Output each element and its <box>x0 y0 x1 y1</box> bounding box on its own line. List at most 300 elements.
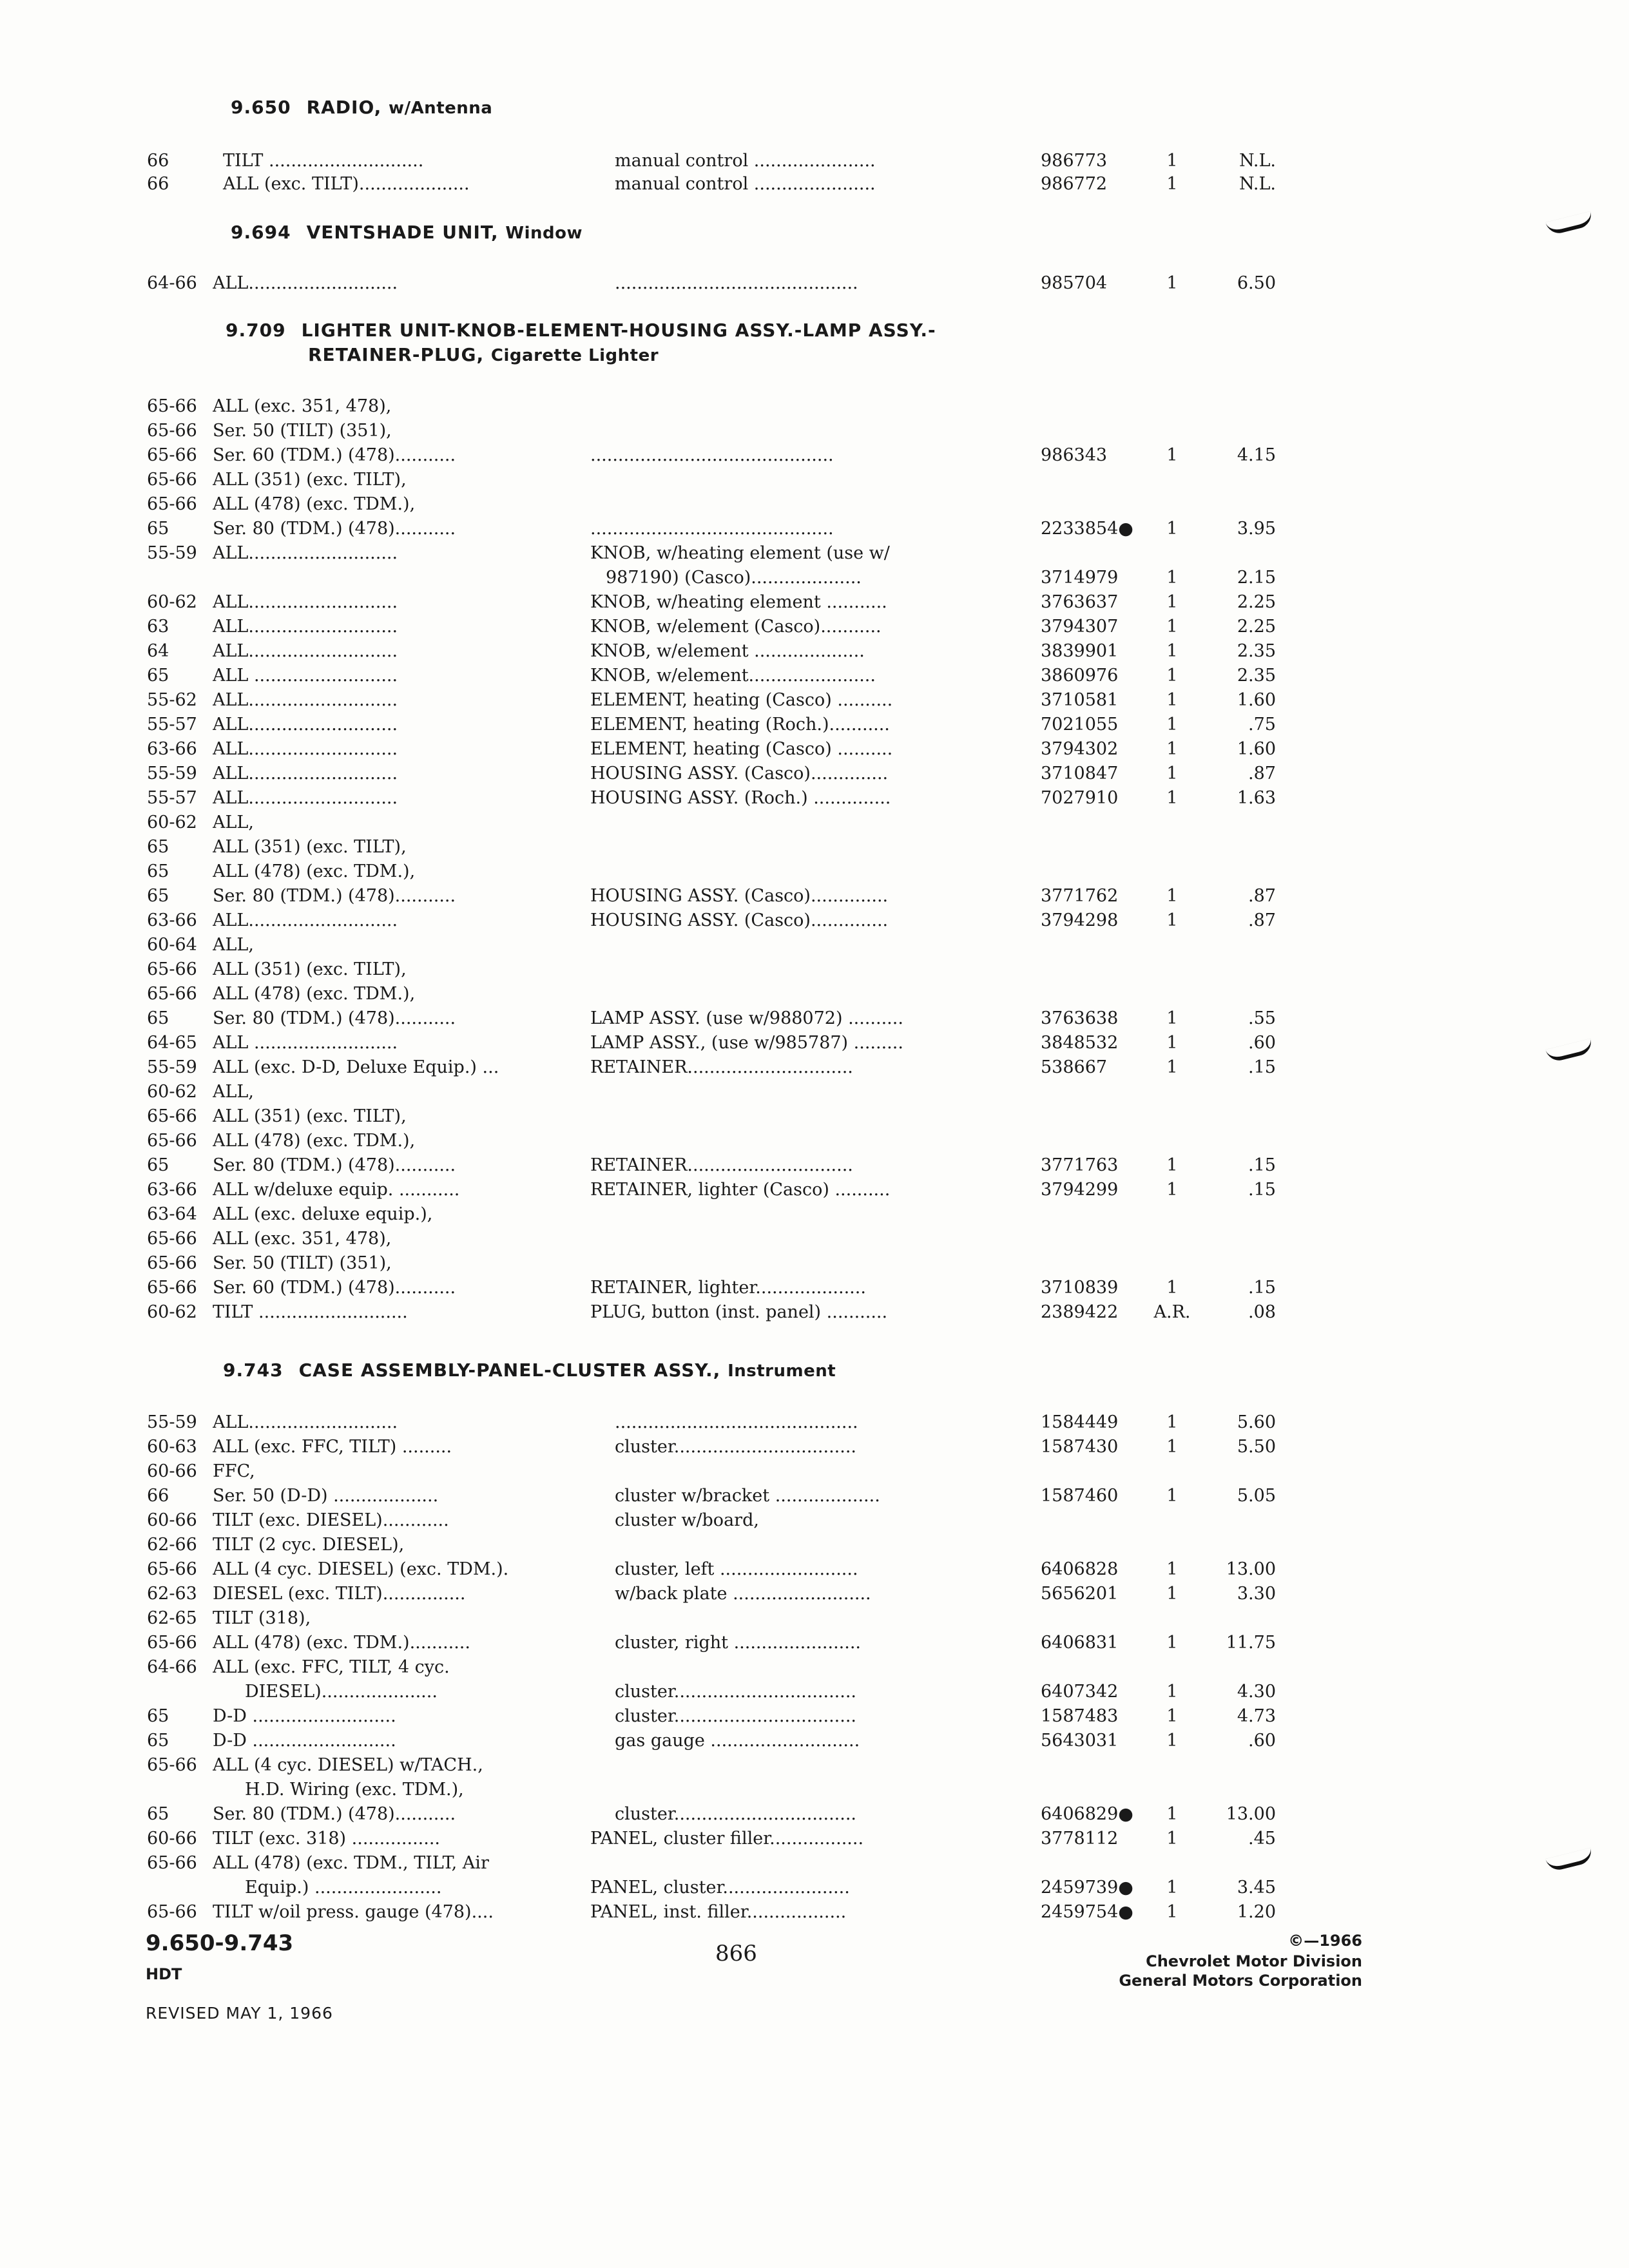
year-cell: 65-66 <box>147 396 197 416</box>
year-cell: 65 <box>147 1008 169 1028</box>
section-subtitle: Instrument <box>728 1361 836 1381</box>
section-title: LIGHTER UNIT-KNOB-ELEMENT-HOUSING ASSY.-LAMP ASSY.- <box>301 320 936 341</box>
table-row <box>0 1204 1629 1229</box>
quantity-cell: 1 <box>1166 910 1178 930</box>
application-cell: Ser. 80 (TDM.) (478)........... <box>213 1155 456 1175</box>
section-title: CASE ASSEMBLY-PANEL-CLUSTER ASSY., <box>298 1360 721 1381</box>
description-cell: cluster................................. <box>615 1706 856 1726</box>
year-cell: 65-66 <box>147 470 197 490</box>
table-row <box>0 273 1629 298</box>
description-cell: gas gauge ........................... <box>615 1731 860 1751</box>
application-cell: ALL........................... <box>213 1412 398 1432</box>
section-title: RADIO, <box>306 97 382 118</box>
table-row <box>0 1253 1629 1278</box>
table-row <box>0 1131 1629 1155</box>
description-cell: LAMP ASSY. (use w/988072) .......... <box>590 1008 903 1028</box>
year-cell: 65-66 <box>147 445 197 465</box>
application-cell: ALL (exc. deluxe equip.), <box>213 1204 433 1224</box>
description-cell: ............................................ <box>590 445 834 465</box>
application-cell: ALL........................... <box>213 273 398 293</box>
part-number-cell: 5656201 <box>1041 1584 1119 1604</box>
application-cell: ALL (351) (exc. TILT), <box>213 837 407 857</box>
year-cell: 65-66 <box>147 1106 197 1126</box>
application-cell: DIESEL (exc. TILT)............... <box>213 1584 466 1604</box>
quantity-cell: 1 <box>1166 690 1178 710</box>
quantity-cell: 1 <box>1166 592 1178 612</box>
table-row <box>0 543 1629 568</box>
year-cell: 64 <box>147 641 169 661</box>
year-cell: 55-59 <box>147 764 197 783</box>
year-cell: 63-64 <box>147 1204 197 1224</box>
part-number-cell: 1587460 <box>1041 1486 1119 1506</box>
table-row <box>0 1229 1629 1253</box>
application-cell: ALL (478) (exc. TDM.), <box>213 494 416 514</box>
table-row <box>0 396 1629 421</box>
table-row <box>0 1412 1629 1437</box>
application-cell: ALL (478) (exc. TDM., TILT, Air <box>213 1853 489 1873</box>
price-cell: .60 <box>1248 1731 1276 1751</box>
application-cell: Ser. 50 (TILT) (351), <box>213 421 392 441</box>
part-number-cell: 3771763 <box>1041 1155 1119 1175</box>
table-row <box>0 1902 1629 1927</box>
quantity-cell: 1 <box>1166 1706 1178 1726</box>
section-header-9-650 <box>231 97 492 118</box>
quantity-cell: 1 <box>1166 445 1178 465</box>
price-cell: .87 <box>1248 886 1276 906</box>
application-cell: DIESEL)..................... <box>245 1682 438 1702</box>
price-cell: .15 <box>1248 1180 1276 1200</box>
price-cell: 3.95 <box>1237 519 1276 539</box>
quantity-cell: 1 <box>1166 886 1178 906</box>
year-cell: 64-65 <box>147 1033 197 1053</box>
table-row <box>0 935 1629 959</box>
table-row <box>0 1878 1629 1902</box>
year-cell: 65-66 <box>147 1559 197 1579</box>
price-cell: .45 <box>1248 1829 1276 1849</box>
edge-mark <box>1545 211 1594 236</box>
application-cell: ALL........................... <box>213 715 398 735</box>
table-row <box>0 1180 1629 1204</box>
quantity-cell: 1 <box>1166 641 1178 661</box>
part-number-cell: 3771762 <box>1041 886 1119 906</box>
quantity-cell: 1 <box>1166 1437 1178 1457</box>
year-cell: 65-66 <box>147 1755 197 1775</box>
year-cell: 63-66 <box>147 910 197 930</box>
application-cell: Ser. 80 (TDM.) (478)........... <box>213 886 456 906</box>
price-cell: N.L. <box>1239 174 1276 194</box>
table-row <box>0 690 1629 715</box>
description-cell: cluster................................. <box>615 1682 856 1702</box>
price-cell: 6.50 <box>1237 273 1276 293</box>
table-row <box>0 715 1629 739</box>
section-header-9-743 <box>223 1360 836 1381</box>
quantity-cell: 1 <box>1166 1731 1178 1751</box>
table-row <box>0 788 1629 812</box>
application-cell: ALL (478) (exc. TDM.), <box>213 984 416 1004</box>
application-cell: ALL........................... <box>213 543 398 563</box>
part-number-cell: 2389422 <box>1041 1302 1119 1322</box>
part-number-cell: 7027910 <box>1041 788 1119 808</box>
price-cell: 5.60 <box>1237 1412 1276 1432</box>
table-row <box>0 592 1629 617</box>
table-row <box>0 1510 1629 1535</box>
application-cell: ALL (351) (exc. TILT), <box>213 959 407 979</box>
application-cell: Ser. 60 (TDM.) (478)........... <box>213 445 456 465</box>
table-row <box>0 1008 1629 1033</box>
description-cell: KNOB, w/element....................... <box>590 666 876 686</box>
year-cell: 55-59 <box>147 1057 197 1077</box>
section-header-9-694 <box>231 222 583 243</box>
year-cell: 65-66 <box>147 1229 197 1249</box>
description-cell: ELEMENT, heating (Roch.)........... <box>590 715 890 735</box>
quantity-cell: 1 <box>1166 1057 1178 1077</box>
year-cell: 65 <box>147 837 169 857</box>
price-cell: 2.15 <box>1237 568 1276 588</box>
quantity-cell: 1 <box>1166 568 1178 588</box>
year-cell: 65-66 <box>147 959 197 979</box>
part-number-cell: 3714979 <box>1041 568 1119 588</box>
application-cell: ALL (351) (exc. TILT), <box>213 1106 407 1126</box>
quantity-cell: 1 <box>1166 1559 1178 1579</box>
catalog-code: HDT <box>146 1965 182 1983</box>
table-row <box>0 1106 1629 1131</box>
description-cell: manual control ...................... <box>615 174 876 194</box>
table-row <box>0 1780 1629 1804</box>
quantity-cell: 1 <box>1166 1878 1178 1898</box>
section-range: 9.650-9.743 <box>146 1930 294 1956</box>
year-cell: 60-62 <box>147 592 197 612</box>
table-row <box>0 1437 1629 1461</box>
part-number-cell: 6406828 <box>1041 1559 1119 1579</box>
description-cell: PANEL, cluster....................... <box>590 1878 850 1898</box>
part-number-cell: 3710581 <box>1041 690 1119 710</box>
table-row <box>0 1559 1629 1584</box>
year-cell: 65-66 <box>147 1278 197 1298</box>
price-cell: 2.35 <box>1237 666 1276 686</box>
part-number-cell: 5643031 <box>1041 1731 1119 1751</box>
application-cell: TILT (2 cyc. DIESEL), <box>213 1535 405 1555</box>
quantity-cell: 1 <box>1166 788 1178 808</box>
table-row <box>0 1608 1629 1633</box>
table-row <box>0 837 1629 861</box>
quantity-cell: 1 <box>1166 1180 1178 1200</box>
price-cell: .55 <box>1248 1008 1276 1028</box>
part-number-cell: 3763638 <box>1041 1008 1119 1028</box>
part-number-cell: 7021055 <box>1041 715 1119 735</box>
application-cell: ALL (4 cyc. DIESEL) (exc. TDM.). <box>213 1559 509 1579</box>
quantity-cell: 1 <box>1166 174 1178 194</box>
part-number-cell: 3794307 <box>1041 617 1119 637</box>
table-row <box>0 1033 1629 1057</box>
quantity-cell: A.R. <box>1153 1302 1191 1322</box>
year-cell: 65 <box>147 519 169 539</box>
application-cell: ALL (exc. TILT).................... <box>223 174 470 194</box>
table-row <box>0 445 1629 470</box>
table-row <box>0 470 1629 494</box>
part-number-cell: 986343 <box>1041 445 1108 465</box>
section-title: VENTSHADE UNIT, <box>306 222 499 243</box>
quantity-cell: 1 <box>1166 1804 1178 1824</box>
part-number-cell: 985704 <box>1041 273 1108 293</box>
description-cell: KNOB, w/heating element ........... <box>590 592 887 612</box>
description-cell: RETAINER.............................. <box>590 1155 853 1175</box>
price-cell: 3.30 <box>1237 1584 1276 1604</box>
table-row <box>0 1302 1629 1327</box>
price-cell: .87 <box>1248 910 1276 930</box>
price-cell: .87 <box>1248 764 1276 783</box>
year-cell: 65-66 <box>147 1853 197 1873</box>
section-header-9-709-line2 <box>308 344 659 365</box>
year-cell: 60-62 <box>147 812 197 832</box>
table-row <box>0 421 1629 445</box>
application-cell: ALL........................... <box>213 617 398 637</box>
description-cell: RETAINER, lighter (Casco) .......... <box>590 1180 891 1200</box>
revision-date: REVISED MAY 1, 1966 <box>146 2004 333 2023</box>
application-cell: Equip.) ....................... <box>245 1878 442 1898</box>
application-cell: ALL, <box>213 935 254 955</box>
part-number-cell: 3710847 <box>1041 764 1119 783</box>
price-cell: 13.00 <box>1226 1559 1276 1579</box>
price-cell: .08 <box>1248 1302 1276 1322</box>
table-row <box>0 494 1629 519</box>
application-cell: TILT ............................ <box>223 151 424 171</box>
table-row <box>0 861 1629 886</box>
price-cell: 1.60 <box>1237 690 1276 710</box>
application-cell: TILT (exc. DIESEL)............ <box>213 1510 449 1530</box>
description-cell: HOUSING ASSY. (Casco).............. <box>590 910 889 930</box>
year-cell: 65 <box>147 861 169 881</box>
price-cell: 5.05 <box>1237 1486 1276 1506</box>
description-cell: ............................................ <box>615 1412 858 1432</box>
application-cell: Ser. 50 (TILT) (351), <box>213 1253 392 1273</box>
application-cell: ALL........................... <box>213 910 398 930</box>
section-subtitle: Cigarette Lighter <box>490 346 659 365</box>
application-cell: ALL........................... <box>213 592 398 612</box>
application-cell: D-D .......................... <box>213 1706 396 1726</box>
price-cell: 2.25 <box>1237 617 1276 637</box>
table-row <box>0 617 1629 641</box>
quantity-cell: 1 <box>1166 1829 1178 1849</box>
application-cell: ALL (478) (exc. TDM.), <box>213 861 416 881</box>
application-cell: ALL........................... <box>213 788 398 808</box>
description-cell: RETAINER.............................. <box>590 1057 853 1077</box>
corporation-name: General Motors Corporation <box>1119 1972 1362 1990</box>
year-cell: 55-57 <box>147 715 197 735</box>
quantity-cell: 1 <box>1166 617 1178 637</box>
year-cell: 65-66 <box>147 1902 197 1922</box>
table-row <box>0 1804 1629 1829</box>
year-cell: 65-66 <box>147 1253 197 1273</box>
year-cell: 63-66 <box>147 739 197 759</box>
year-cell: 60-64 <box>147 935 197 955</box>
table-row <box>0 1278 1629 1302</box>
part-number-cell: 3710839 <box>1041 1278 1119 1298</box>
table-row <box>0 1829 1629 1853</box>
application-cell: TILT ........................... <box>213 1302 408 1322</box>
application-cell: ALL........................... <box>213 739 398 759</box>
price-cell: .15 <box>1248 1057 1276 1077</box>
description-cell: manual control ...................... <box>615 151 876 171</box>
year-cell: 65-66 <box>147 421 197 441</box>
table-row <box>0 739 1629 764</box>
application-cell: ALL (exc. FFC, TILT) ......... <box>213 1437 452 1457</box>
part-number-cell: 538667 <box>1041 1057 1108 1077</box>
part-number-cell: 3848532 <box>1041 1033 1119 1053</box>
price-cell: .15 <box>1248 1278 1276 1298</box>
year-cell: 60-63 <box>147 1437 197 1457</box>
quantity-cell: 1 <box>1166 1486 1178 1506</box>
application-cell: ALL (478) (exc. TDM.)........... <box>213 1633 470 1653</box>
description-cell: ELEMENT, heating (Casco) .......... <box>590 690 893 710</box>
description-cell: HOUSING ASSY. (Roch.) .............. <box>590 788 891 808</box>
application-cell: ALL, <box>213 812 254 832</box>
quantity-cell: 1 <box>1166 273 1178 293</box>
application-cell: ALL (4 cyc. DIESEL) w/TACH., <box>213 1755 483 1775</box>
description-cell: 987190) (Casco).................... <box>606 568 862 588</box>
part-number-cell: 3794298 <box>1041 910 1119 930</box>
description-cell: cluster................................. <box>615 1437 856 1457</box>
year-cell: 55-59 <box>147 543 197 563</box>
application-cell: ALL........................... <box>213 690 398 710</box>
quantity-cell: 1 <box>1166 739 1178 759</box>
table-row <box>0 519 1629 543</box>
quantity-cell: 1 <box>1166 1902 1178 1922</box>
price-cell: .60 <box>1248 1033 1276 1053</box>
application-cell: ALL .......................... <box>213 666 398 686</box>
part-number-cell: 1587430 <box>1041 1437 1119 1457</box>
quantity-cell: 1 <box>1166 151 1178 171</box>
application-cell: ALL (351) (exc. TILT), <box>213 470 407 490</box>
quantity-cell: 1 <box>1166 1584 1178 1604</box>
part-number-cell: 2459754● <box>1041 1902 1133 1922</box>
page-number: 866 <box>715 1941 757 1966</box>
application-cell: ALL (exc. 351, 478), <box>213 1229 392 1249</box>
year-cell: 62-63 <box>147 1584 197 1604</box>
price-cell: 2.25 <box>1237 592 1276 612</box>
description-cell: ELEMENT, heating (Casco) .......... <box>590 739 893 759</box>
application-cell: TILT (exc. 318) ................ <box>213 1829 440 1849</box>
year-cell: 65 <box>147 1731 169 1751</box>
table-row <box>0 1682 1629 1706</box>
quantity-cell: 1 <box>1166 1278 1178 1298</box>
copyright: ©—1966 <box>1288 1932 1362 1950</box>
part-number-cell: 2459739● <box>1041 1878 1133 1898</box>
division-name: Chevrolet Motor Division <box>1146 1952 1362 1970</box>
description-cell: LAMP ASSY., (use w/985787) ......... <box>590 1033 903 1053</box>
description-cell: cluster w/board, <box>615 1510 759 1530</box>
price-cell: 11.75 <box>1226 1633 1276 1653</box>
part-number-cell: 6407342 <box>1041 1682 1119 1702</box>
year-cell: 66 <box>147 1486 169 1506</box>
table-row <box>0 1853 1629 1878</box>
table-row <box>0 1461 1629 1486</box>
quantity-cell: 1 <box>1166 1633 1178 1653</box>
table-row <box>0 812 1629 837</box>
part-number-cell: 6406831 <box>1041 1633 1119 1653</box>
year-cell: 60-62 <box>147 1302 197 1322</box>
table-row <box>0 568 1629 592</box>
year-cell: 60-66 <box>147 1829 197 1849</box>
year-cell: 63 <box>147 617 169 637</box>
section-header-9-709 <box>226 320 936 341</box>
table-row <box>0 1731 1629 1755</box>
year-cell: 55-57 <box>147 788 197 808</box>
description-cell: PANEL, cluster filler................. <box>590 1829 864 1849</box>
price-cell: 4.30 <box>1237 1682 1276 1702</box>
quantity-cell: 1 <box>1166 715 1178 735</box>
quantity-cell: 1 <box>1166 1412 1178 1432</box>
section-title-line2: RETAINER-PLUG, <box>308 344 485 365</box>
table-row <box>0 1155 1629 1180</box>
application-cell: D-D .......................... <box>213 1731 396 1751</box>
price-cell: .75 <box>1248 715 1276 735</box>
year-cell: 55-59 <box>147 1412 197 1432</box>
description-cell: cluster w/bracket ................... <box>615 1486 880 1506</box>
application-cell: TILT (318), <box>213 1608 311 1628</box>
table-row <box>0 1657 1629 1682</box>
year-cell: 66 <box>147 174 169 194</box>
year-cell: 65-66 <box>147 1131 197 1151</box>
year-cell: 62-65 <box>147 1608 197 1628</box>
table-row <box>0 641 1629 666</box>
price-cell: 4.73 <box>1237 1706 1276 1726</box>
quantity-cell: 1 <box>1166 666 1178 686</box>
part-number-cell: 986772 <box>1041 174 1108 194</box>
section-number: 9.709 <box>226 320 286 341</box>
part-number-cell: 1587483 <box>1041 1706 1119 1726</box>
description-cell: ............................................ <box>590 519 834 539</box>
price-cell: 2.35 <box>1237 641 1276 661</box>
description-cell: cluster, left ......................... <box>615 1559 858 1579</box>
part-number-cell: 986773 <box>1041 151 1108 171</box>
table-row <box>0 959 1629 984</box>
price-cell: .15 <box>1248 1155 1276 1175</box>
application-cell: Ser. 80 (TDM.) (478)........... <box>213 519 456 539</box>
table-row <box>0 1584 1629 1608</box>
table-row <box>0 151 1629 175</box>
quantity-cell: 1 <box>1166 1155 1178 1175</box>
table-row <box>0 1633 1629 1657</box>
description-cell: RETAINER, lighter.................... <box>590 1278 866 1298</box>
description-cell: PANEL, inst. filler.................. <box>590 1902 847 1922</box>
table-row <box>0 910 1629 935</box>
part-number-cell: 3860976 <box>1041 666 1119 686</box>
application-cell: ALL (exc. FFC, TILT, 4 cyc. <box>213 1657 450 1677</box>
description-cell: KNOB, w/element (Casco)........... <box>590 617 882 637</box>
price-cell: 13.00 <box>1226 1804 1276 1824</box>
part-number-cell: 3778112 <box>1041 1829 1119 1849</box>
year-cell: 60-66 <box>147 1510 197 1530</box>
year-cell: 64-66 <box>147 1657 197 1677</box>
application-cell: FFC, <box>213 1461 255 1481</box>
application-cell: ALL........................... <box>213 641 398 661</box>
year-cell: 60-66 <box>147 1461 197 1481</box>
section-number: 9.694 <box>231 222 291 243</box>
price-cell: 1.60 <box>1237 739 1276 759</box>
section-subtitle: w/Antenna <box>389 99 493 118</box>
description-cell: w/back plate ......................... <box>615 1584 871 1604</box>
part-number-cell: 6406829● <box>1041 1804 1133 1824</box>
year-cell: 63-66 <box>147 1180 197 1200</box>
price-cell: N.L. <box>1239 151 1276 171</box>
description-cell: KNOB, w/heating element (use w/ <box>590 543 890 563</box>
part-number-cell: 2233854● <box>1041 519 1133 539</box>
application-cell: ALL (478) (exc. TDM.), <box>213 1131 416 1151</box>
quantity-cell: 1 <box>1166 1033 1178 1053</box>
application-cell: TILT w/oil press. gauge (478).... <box>213 1902 494 1922</box>
description-cell: cluster, right ....................... <box>615 1633 861 1653</box>
section-subtitle: Window <box>505 224 583 243</box>
